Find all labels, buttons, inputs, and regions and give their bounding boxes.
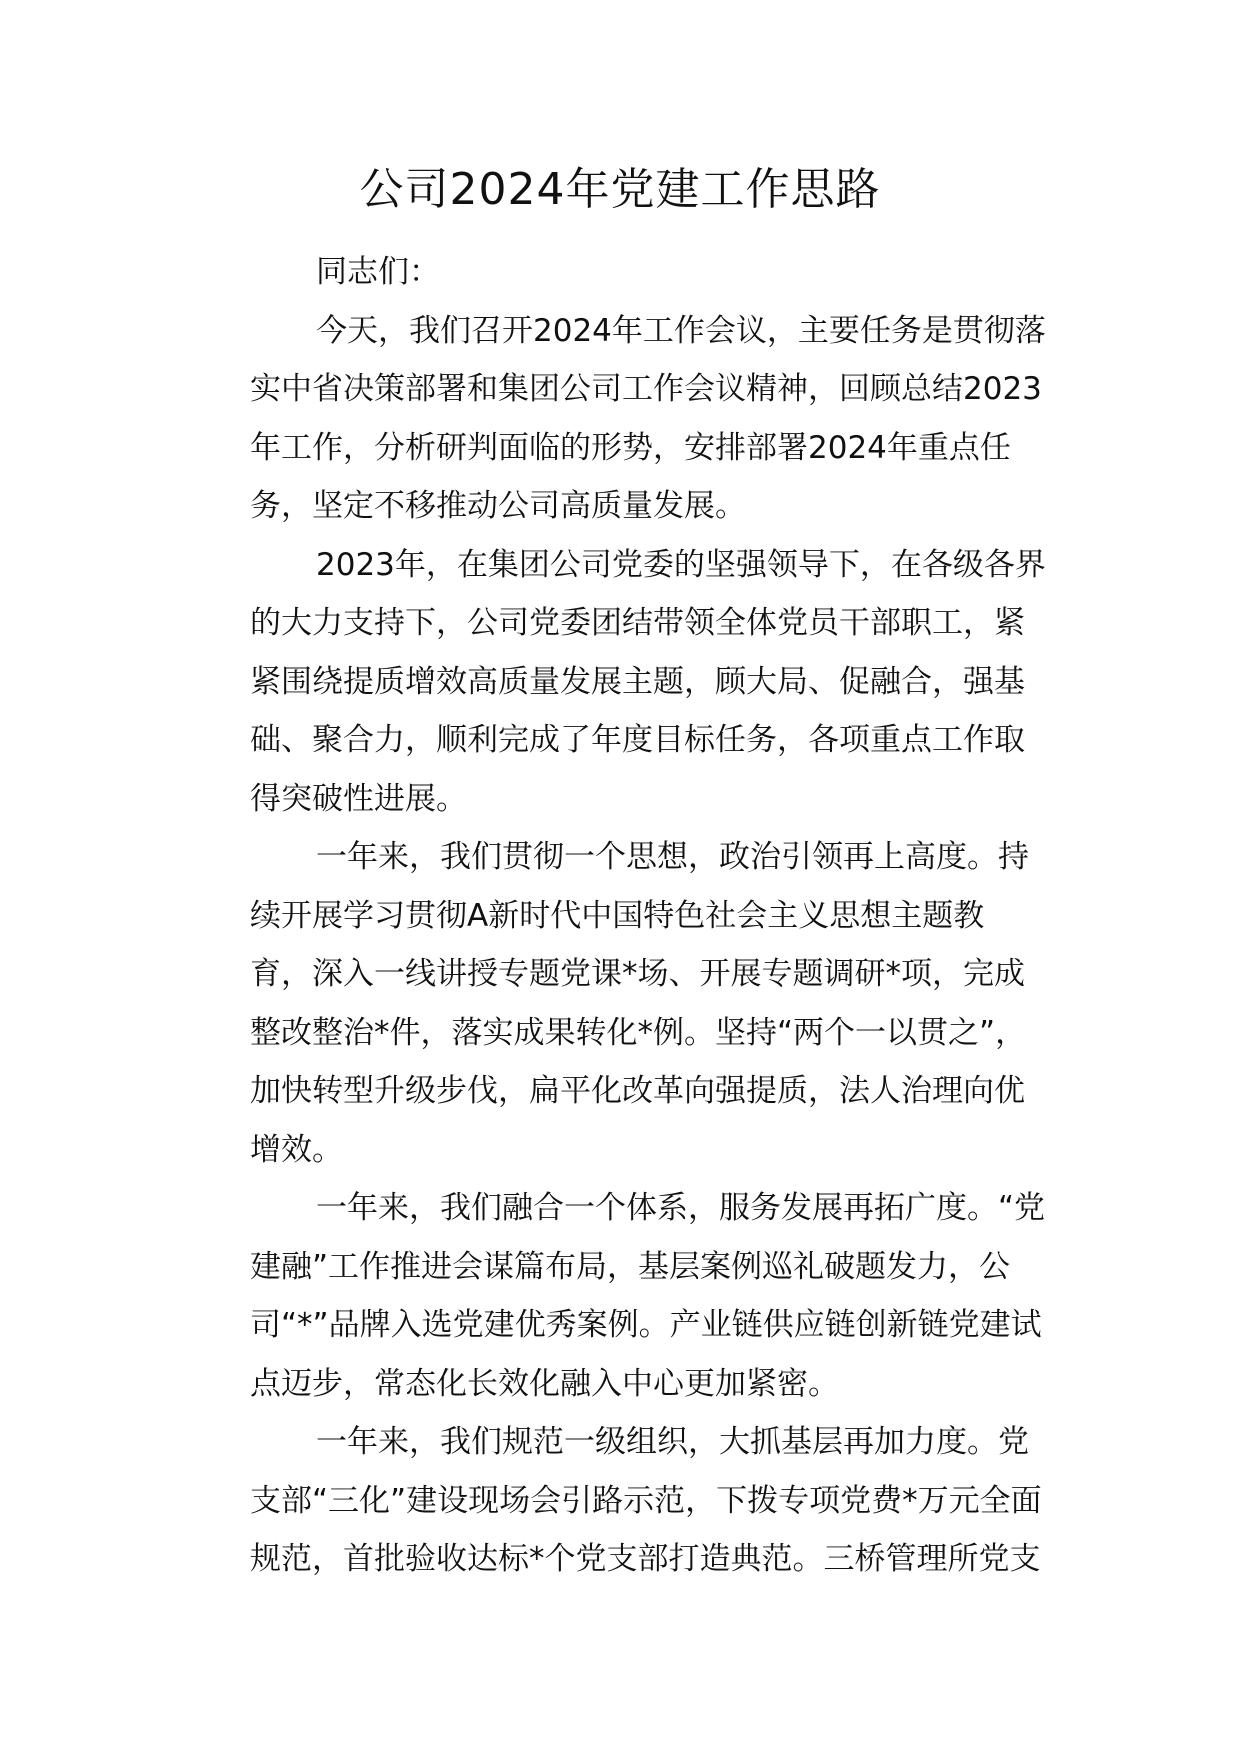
paragraph-line: 实中省决策部署和集团公司工作会议精神，回顾总结2023 xyxy=(250,371,1042,407)
paragraph-meeting-intro xyxy=(188,302,1054,536)
paragraph-line: 司“*”品牌入选党建优秀案例。产业链供应链创新链党建试 xyxy=(250,1307,1042,1343)
paragraph-line: 建融”工作推进会谋篇布局，基层案例巡礼破题发力，公 xyxy=(250,1248,1011,1285)
paragraph-service-development xyxy=(188,1179,1054,1413)
document-body xyxy=(188,243,1054,1589)
salutation xyxy=(188,243,1054,302)
paragraph-line: 紧围绕提质增效高质量发展主题，顾大局、促融合，强基 xyxy=(250,663,1025,700)
paragraph-line: 支部“三化”建设现场会引路示范，下拨专项党费*万元全面 xyxy=(250,1482,1042,1519)
paragraph-line: 规范，首批验收达标*个党支部打造典范。三桥管理所党支 xyxy=(250,1541,1041,1577)
paragraph-line: 务，坚定不移推动公司高质量发展。 xyxy=(250,488,746,524)
paragraph-line: 增效。 xyxy=(250,1131,343,1168)
paragraph-line: 的大力支持下，公司党委团结带领全体党员干部职工，紧 xyxy=(250,605,1025,641)
paragraph-line: 加快转型升级步伐，扁平化改革向强提质，法人治理向优 xyxy=(250,1073,1025,1109)
paragraph-grassroots-organization xyxy=(188,1413,1054,1589)
paragraph-line: 础、聚合力，顺利完成了年度目标任务，各项重点工作取 xyxy=(250,722,1025,758)
paragraph-line: 整改整治*件，落实成果转化*例。坚持“两个一以贯之”， xyxy=(250,1014,1027,1051)
paragraph-line: 得突破性进展。 xyxy=(250,780,467,817)
salutation-line: 同志们： xyxy=(316,254,440,290)
paragraph-2023-review xyxy=(188,536,1054,829)
paragraph-political-guidance xyxy=(188,828,1054,1179)
paragraph-line: 今天，我们召开2024年工作会议，主要任务是贯彻落 xyxy=(316,312,1046,349)
document-title: 公司2024年党建工作思路 xyxy=(359,164,881,215)
paragraph-line: 续开展学习贯彻A新时代中国特色社会主义思想主题教 xyxy=(250,897,985,934)
paragraph-line: 2023年，在集团公司党委的坚强领导下，在各级各界 xyxy=(316,546,1046,583)
paragraph-line: 点迈步，常态化长效化融入中心更加紧密。 xyxy=(250,1365,839,1402)
paragraph-line: 一年来，我们融合一个体系，服务发展再拓广度。“党 xyxy=(316,1190,1046,1226)
paragraph-line: 育，深入一线讲授专题党课*场、开展专题调研*项，完成 xyxy=(250,956,1025,992)
paragraph-line: 一年来，我们贯彻一个思想，政治引领再上高度。持 xyxy=(316,839,1029,875)
paragraph-line: 年工作，分析研判面临的形势，安排部署2024年重点任 xyxy=(250,429,1011,466)
paragraph-line: 一年来，我们规范一级组织，大抓基层再加力度。党 xyxy=(316,1424,1029,1460)
